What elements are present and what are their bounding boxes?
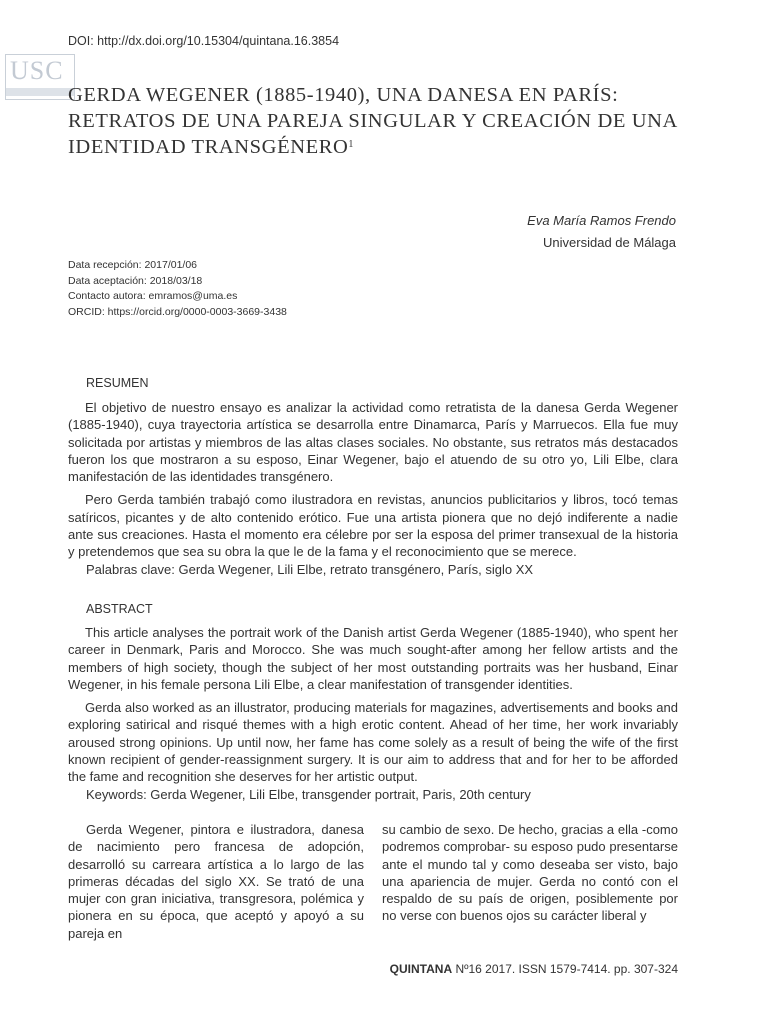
abstract-paragraph: This article analyses the portrait work of the Danish artist Gerda Wegener (1885-1940), who spent her career in Denmark, Paris and Morocco. She was much sought-after among her fellow artists and the members of high society, though the subject of her most outstanding portraits was her husband, Einar Wegener, in his female persona Lili Elbe, a clear manifestation of transgender identities. — [68, 625, 678, 692]
author-contact[interactable]: Contacto autora: emramos@uma.es — [68, 290, 238, 302]
usc-logo — [5, 54, 75, 100]
abstract-keywords: Keywords: Gerda Wegener, Lili Elbe, transgender portrait, Paris, 20th century — [86, 787, 531, 802]
author-affiliation: Universidad de Málaga — [543, 235, 676, 250]
abstract-heading: ABSTRACT — [86, 602, 153, 616]
abstract-paragraph: Gerda also worked as an illustrator, producing materials for magazines, advertisements and books and exploring satirical and risqué themes with a high erotic content. Ahead of her time, her work invariably aroused strong opinions. Up until now, her fame has come solely as a result of being the wife of the first known recipient of gender-reassignment surgery. It is our aim to address that and for her to be afforded the fame and recognition she deserves for her artistic output. — [68, 700, 678, 785]
doi-link[interactable]: DOI: http://dx.doi.org/10.15304/quintana.16.3854 — [68, 34, 340, 48]
usc-logo-strip — [6, 88, 74, 96]
page-footer — [390, 962, 678, 976]
article-metadata — [68, 258, 287, 320]
received-date: Data recepción: 2017/01/06 — [68, 259, 198, 271]
body-column-left — [68, 821, 364, 942]
resumen-body — [68, 399, 678, 567]
author-orcid[interactable]: ORCID: https://orcid.org/0000-0003-3669-3438 — [68, 305, 287, 318]
resumen-paragraph: El objetivo de nuestro ensayo es analizar la actividad como retratista de la danesa Gerda Wegener (1885-1940), cuya trayectoria artística se desarrolla entre Dinamarca, París y Marruecos. Ella fue muy solicitada por artistas y miembros de las altas clases sociales. No obstante, sus retratos más destacados fueron los que mostraron a su esposo, Einar Wegener, bajo el atuendo de su otro yo, Lili Elbe, clara manifestación de las identidades transgénero. — [68, 400, 678, 485]
body-paragraph: Gerda Wegener, pintora e ilustradora, danesa de nacimiento pero francesa de adopción, desarrolló su carreara artística a lo largo de las primeras décadas del siglo XX. Se trató de una mujer con gran iniciativa, transgresora, polémica y pionera en su época, que aceptó y apoyó a su pareja en — [68, 822, 364, 941]
journal-name: QUINTANA — [389, 962, 453, 976]
resumen-paragraph: Pero Gerda también trabajó como ilustradora en revistas, anuncios publicitarios y libros, tocó temas satíricos, picantes y de alto contenido erótico. Fue una artista pionera que no dejó indiferente a nadie ante sus creaciones. Hasta el momento era célebre por ser la esposa del primer transexual de la historia y pretendemos que sea su obra la que le de la fama y el reconocimiento que se merece. — [68, 492, 678, 560]
body-paragraph: su cambio de sexo. De hecho, gracias a ella -como podremos comprobar- su esposo pudo presentarse ante el mundo tal y como deseaba ser visto, bajo una apariencia de mujer. Gerda no contó con el respaldo de su país de origen, posiblemente por no verse con buenos ojos su carácter liberal y — [382, 822, 678, 924]
resumen-heading: RESUMEN — [86, 376, 149, 390]
abstract-body — [68, 624, 678, 792]
author-name: Eva María Ramos Frendo — [527, 213, 676, 228]
body-column-right — [382, 821, 678, 925]
accepted-date: Data aceptación: 2018/03/18 — [68, 274, 203, 287]
article-title-text: GERDA WEGENER (1885-1940), UNA DANESA EN PARÍS: RETRATOS DE UNA PAREJA SINGULAR Y CREACIÓN DE UNA IDENTIDAD TRANSGÉNERO — [68, 84, 677, 158]
article-title — [68, 82, 688, 160]
author-block — [527, 210, 676, 254]
title-footnote-mark[interactable]: 1 — [348, 139, 354, 150]
issue-info: Nº16 2017. ISSN 1579-7414. pp. 307-324 — [452, 962, 678, 976]
usc-logo-text: USC — [10, 56, 64, 85]
resumen-keywords: Palabras clave: Gerda Wegener, Lili Elbe, retrato transgénero, París, siglo XX — [86, 562, 534, 577]
